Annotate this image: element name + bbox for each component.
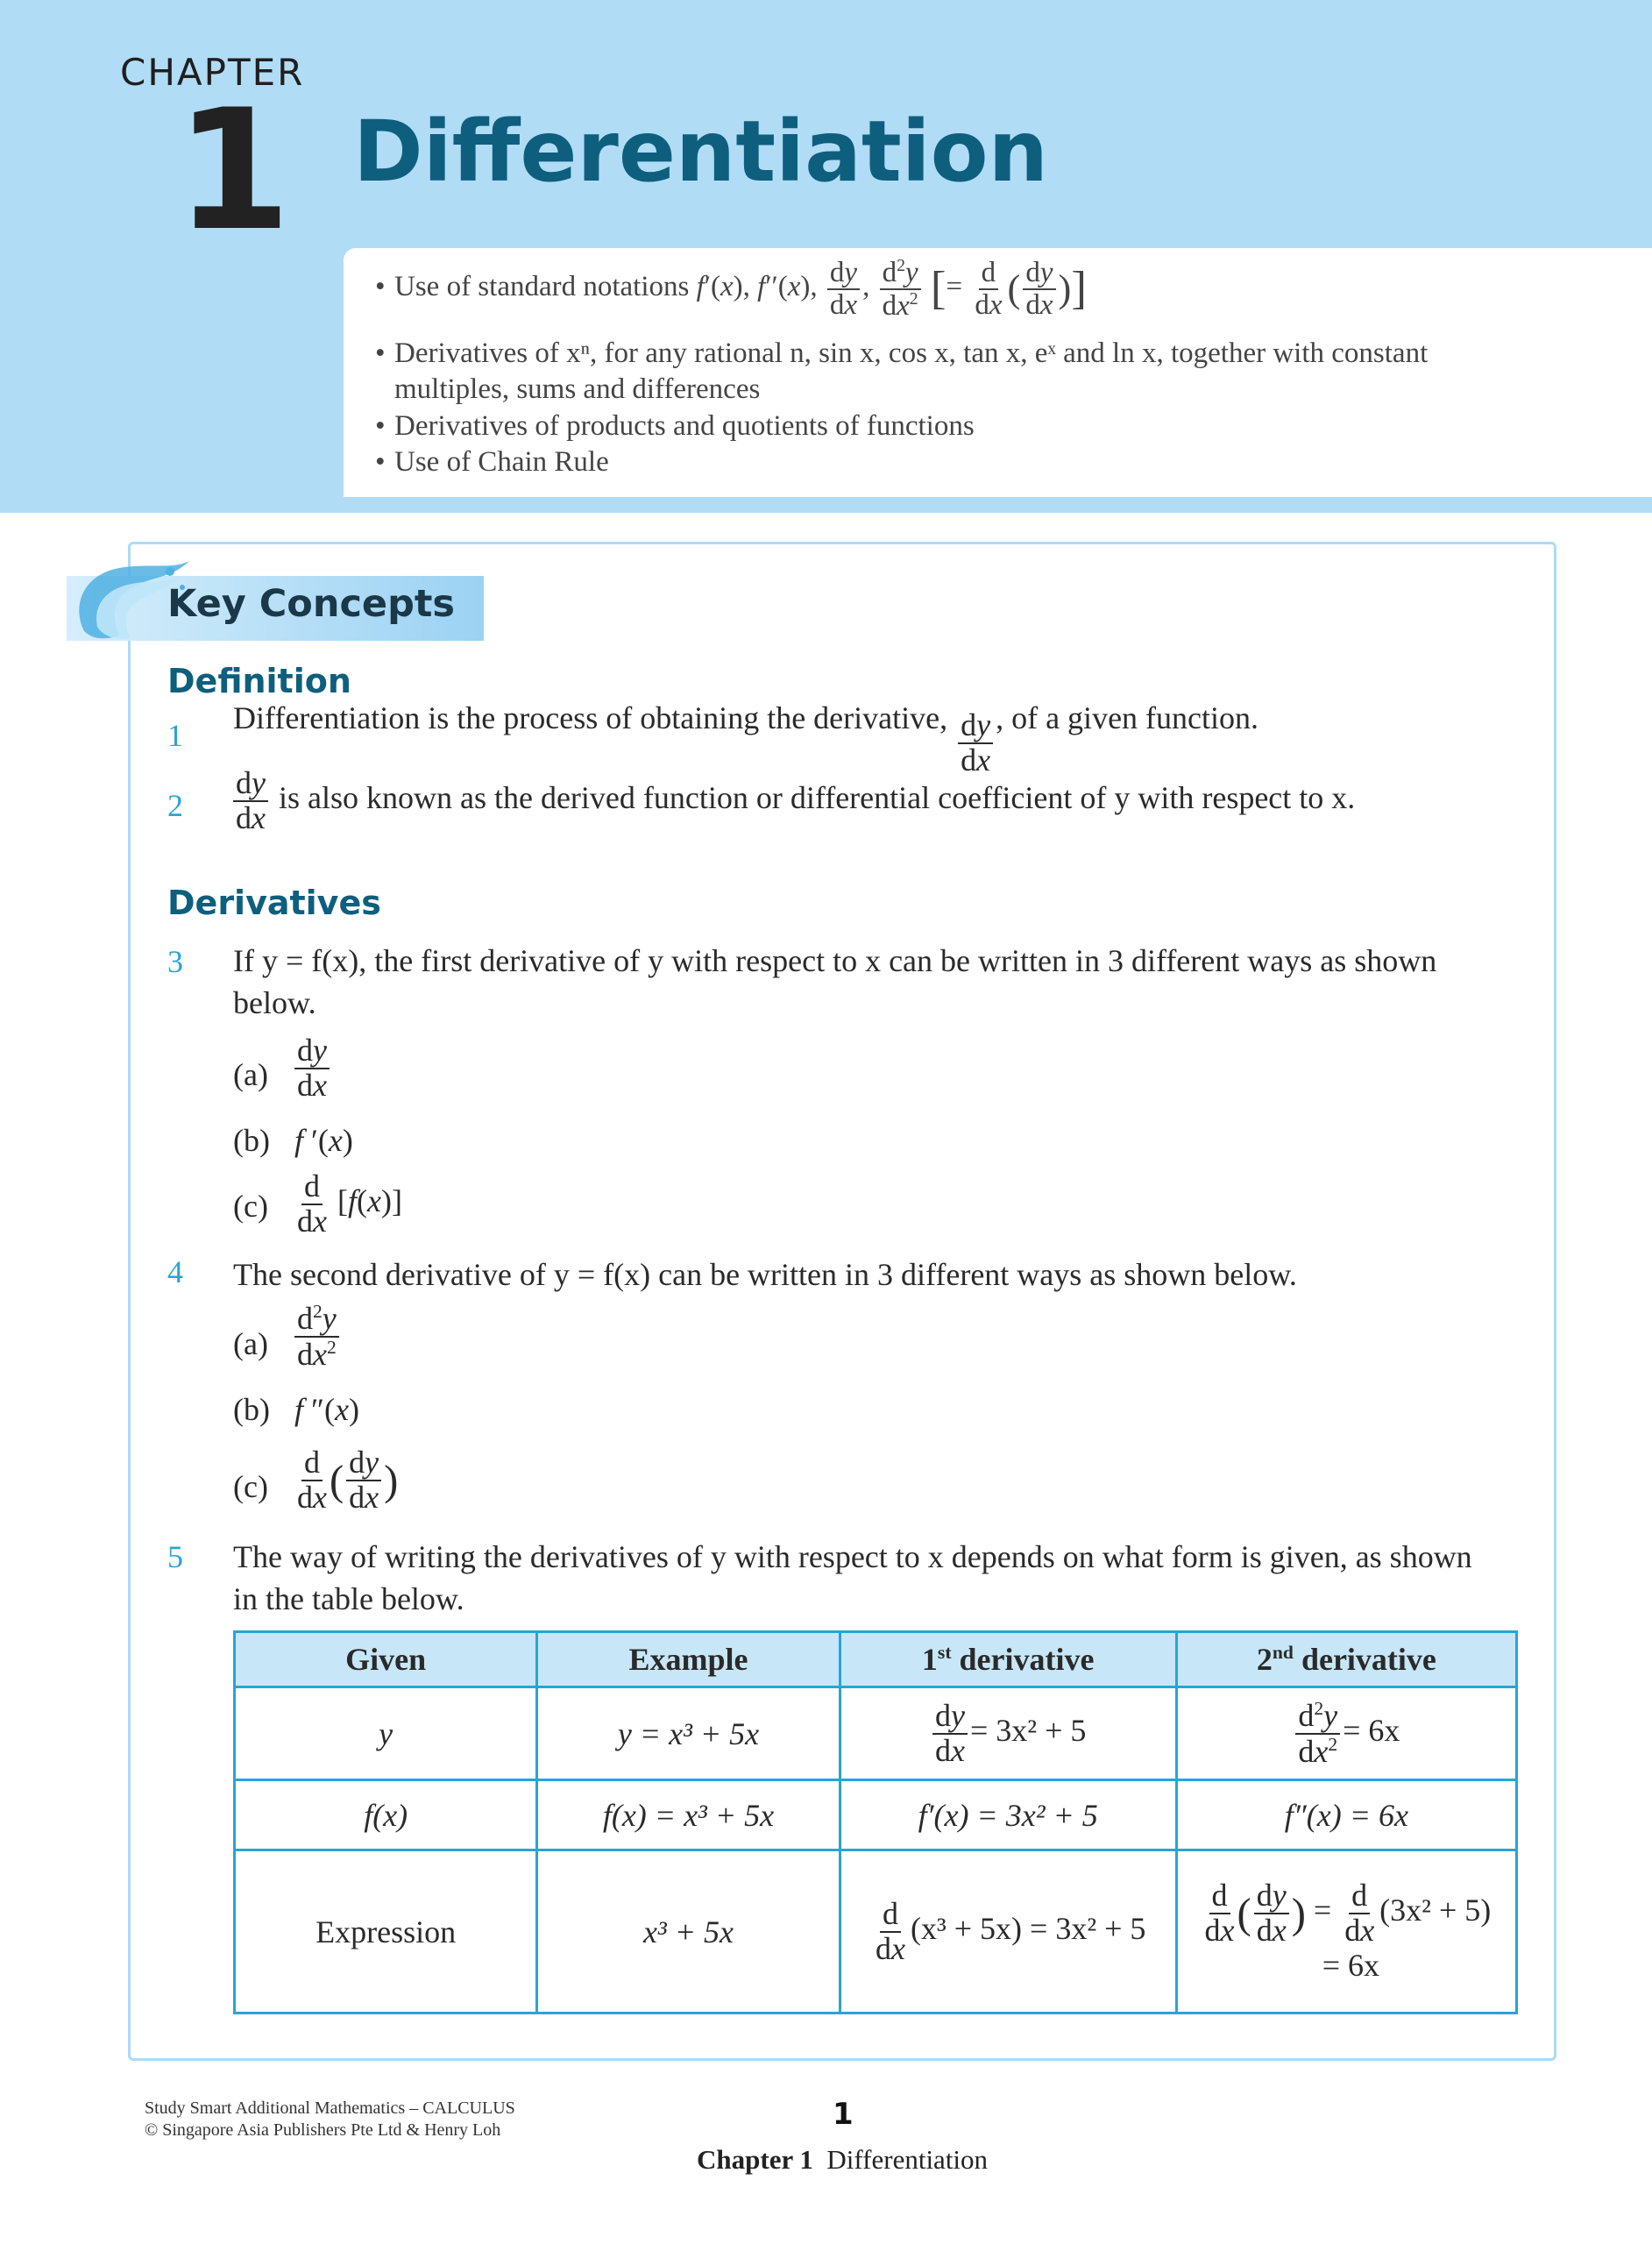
cell-first-derivative: f′(x) = 3x² + 5 [840, 1780, 1176, 1850]
table-row [235, 1780, 1517, 1850]
table-row [235, 1850, 1517, 2013]
cell-second-derivative: f″(x) = 6x [1176, 1780, 1516, 1850]
cell-given: Expression [235, 1850, 537, 2013]
item-number: 2 [167, 788, 183, 823]
chapter-number: 1 [175, 74, 292, 267]
derivatives-heading: Derivatives [167, 884, 381, 922]
derivatives-table [233, 1630, 1518, 2014]
header-first-derivative: 1st derivative [840, 1632, 1176, 1687]
item-2-text: $\frac{dy}{dx}$ is also known as the derived function or differential coefficient of y with respect to x. [233, 767, 1521, 835]
notation-f-prime: f ′(x) [294, 1123, 353, 1158]
cell-example: f(x) = x³ + 5x [537, 1780, 840, 1850]
header-second-derivative: 2nd derivative [1176, 1632, 1516, 1687]
item-3-text: If y = f(x), the first derivative of y with respect to x can be written in 3 different ways as shown below. [233, 943, 1437, 1020]
page-number: 1 [833, 2097, 854, 2132]
footer-book-title: Study Smart Additional Mathematics – CALCULUS [145, 2098, 515, 2118]
footer-copyright: © Singapore Asia Publishers Pte Ltd & Henry Loh [145, 2120, 501, 2140]
syllabus-box [344, 248, 1652, 497]
notation-d-dx-dy-dx: $\frac{d}{dx}$ ( $\frac{dy}{dx}$ ) [297, 1445, 399, 1515]
footer-credits [145, 2098, 515, 2141]
footer-chapter: Chapter 1 Differentiation [697, 2144, 989, 2175]
sub-label-b: (b) [233, 1123, 270, 1158]
syllabus-item-products-quotients: • Derivatives of products and quotients of functions [375, 410, 975, 442]
cell-first-derivative: $\frac{dy}{dx}$ = 3x² + 5 [840, 1687, 1176, 1780]
notation-dy-dx: $\frac{dy}{dx}$ [294, 1034, 330, 1103]
syllabus-item-standard-derivatives: • Derivatives of xⁿ, for any rational n, sin x, cos x, tan x, eˣ and ln x, together with constant multiples, sums and differences [375, 337, 1429, 405]
table-header-row [235, 1632, 1517, 1687]
item-5-text: The way of writing the derivatives of y with respect to x depends on what form is given, as shown in the table below. [233, 1539, 1472, 1616]
item-number: 1 [167, 718, 183, 753]
sub-label-b: (b) [233, 1392, 270, 1427]
chapter-word: CHAPTER [120, 51, 305, 94]
chapter-title: Differentiation [353, 103, 1048, 201]
notation-d2y-dx2: $\frac{d^2y}{dx^2}$ [294, 1302, 339, 1372]
cell-second-derivative: $\frac{d}{dx}$ ( $\frac{dy}{dx}$ ) = $\frac{d}{dx}$ (3x² + 5) = 6x [1176, 1850, 1516, 2013]
header-given: Given [235, 1632, 537, 1687]
syllabus-item-notations: • Use of standard notations f′(x), f′′(x), $\frac{dy}{dx}$ , $\frac{d^2y}{dx^2}$ [= $\frac{d}{dx}$ ( $\frac{dy}{dx}$ )] [375, 256, 1087, 322]
cell-example: x³ + 5x [537, 1850, 840, 2013]
cell-second-derivative: $\frac{d^2y}{dx^2}$ = 6x [1176, 1687, 1516, 1780]
item-number: 4 [167, 1254, 183, 1289]
sub-label-a: (a) [233, 1326, 268, 1361]
key-concepts-label: Key Concepts [167, 582, 456, 626]
cell-example: y = x³ + 5x [537, 1687, 840, 1780]
cell-given: f(x) [235, 1780, 537, 1850]
sub-label-c: (c) [233, 1469, 268, 1504]
item-number: 3 [167, 944, 183, 979]
item-number: 5 [167, 1539, 183, 1574]
cell-first-derivative: $\frac{d}{dx}$ (x³ + 5x) = 3x² + 5 [840, 1850, 1176, 2013]
table-row [235, 1687, 1517, 1780]
header-example: Example [537, 1632, 840, 1687]
sub-label-a: (a) [233, 1057, 268, 1092]
item-1-text: Differentiation is the process of obtaining the derivative, $\frac{dy}{dx}$ , of a given function. [233, 700, 1259, 778]
syllabus-item-chain-rule: • Use of Chain Rule [375, 446, 609, 478]
notation-d-dx-fx: $\frac{d}{dx}$ [f(x)] [297, 1168, 402, 1239]
cell-given: y [235, 1687, 537, 1780]
definition-heading: Definition [167, 662, 351, 700]
notation-f-double-prime: f ″(x) [294, 1392, 359, 1427]
sub-label-c: (c) [233, 1189, 268, 1224]
item-4-text: The second derivative of y = f(x) can be written in 3 different ways as shown below. [233, 1257, 1297, 1292]
